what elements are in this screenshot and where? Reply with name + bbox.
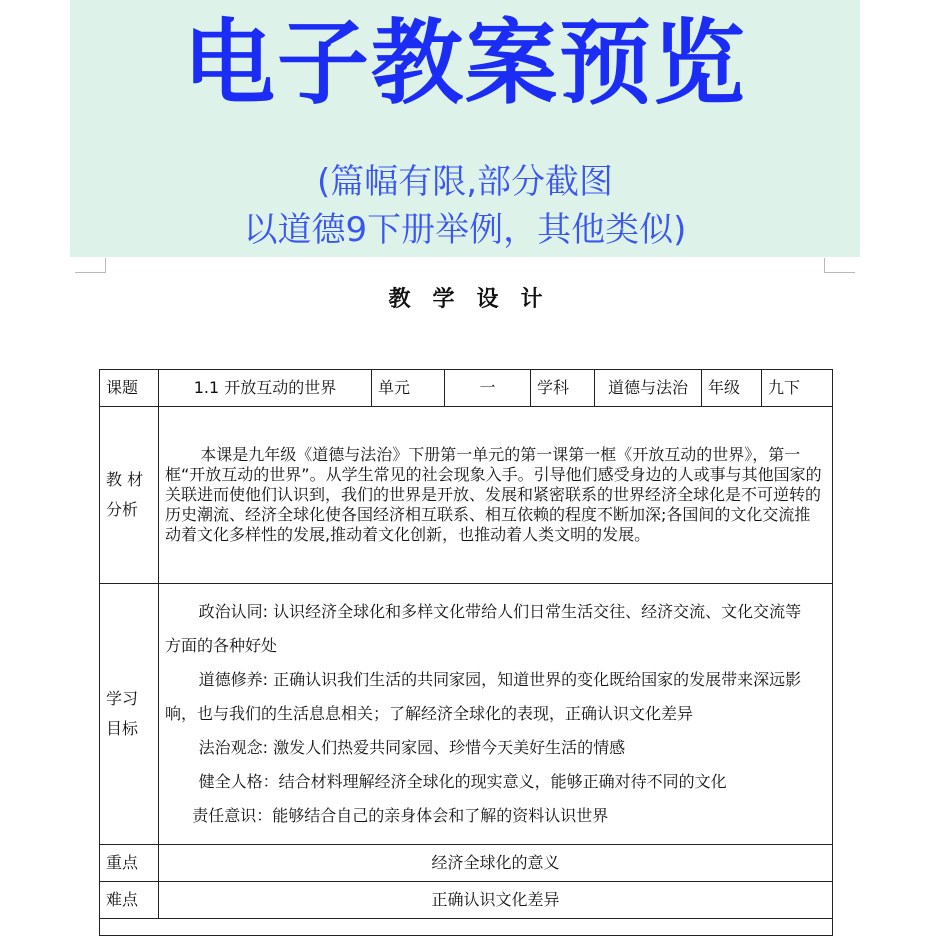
grade-value: 九下 [762,370,833,407]
unit-label: 单元 [372,370,445,407]
topic-value: 1.1 开放互动的世界 [159,370,372,407]
analysis-text-cell [159,407,833,584]
difficulty-label: 难点 [100,882,159,919]
objective-personality: 健全人格：结合材料理解经济全球化的现实意义，能够正确对待不同的文化 [198,772,727,791]
unit-value: 一 [445,370,531,407]
objective-law: 法治观念: 激发人们热爱共同家园、珍惜今天美好生活的情感 [198,738,626,757]
key-point-value: 经济全球化的意义 [159,845,833,882]
analysis-label: 教 材 分析 [100,407,159,584]
banner-subtitle-line1: (篇幅有限,部分截图 [316,162,614,202]
objective-political-cont: 方面的各种好处 [165,636,278,655]
objectives-label: 学习 目标 [100,584,159,845]
objectives-row [100,584,833,845]
difficulty-value: 正确认识文化差异 [159,882,833,919]
difficulty-row [100,882,833,919]
banner-subtitle-line2: 以道德9下册举例，其他类似) [243,210,687,250]
banner-title: 电子教案预览 [182,10,747,117]
grade-label: 年级 [702,370,762,407]
objective-moral: 道德修养: 正确认识我们生活的共同家园，知道世界的变化既给国家的发展带来深远影 [198,670,802,689]
analysis-row [100,407,833,584]
objective-responsibility: 责任意识：能够结合自己的亲身体会和了解的资料认识世界 [192,806,609,825]
key-point-label: 重点 [100,845,159,882]
subject-value: 道德与法治 [595,370,702,407]
crop-mark-right [824,258,855,273]
analysis-text: 本课是九年级《道德与法治》下册第一单元的第一课第一框《开放互动的世界》，第一框“开放互动的世界”。从学生常见的社会现象入手。引导他们感受身边的人或事与其他国家的关联进而使他们认识到，我们的世界是开放、发展和紧密联系的世界经济全球化是不可逆转的历史潮流、经济全球化使各国经济相互联系、相互依赖的程度不断加深;各国间的文化交流推动着文化多样性的发展,推动着文化创新，也推动着人类文明的发展。 [165,445,822,544]
topic-label: 课题 [100,370,159,407]
subject-label: 学科 [531,370,595,407]
preview-banner [70,0,860,257]
lesson-plan-table [99,369,833,936]
header-row [100,370,833,407]
objectives-cell [159,584,833,845]
objective-political: 政治认同: 认识经济全球化和多样文化带给人们日常生活交往、经济交流、文化交流等 [198,602,802,621]
document-title: 教学设计 [388,286,565,312]
crop-mark-left [75,258,106,273]
objective-moral-cont: 响，也与我们的生活息息相关；了解经济全球化的表现，正确认识文化差异 [165,704,694,723]
key-point-row [100,845,833,882]
next-row-partial [100,919,833,936]
